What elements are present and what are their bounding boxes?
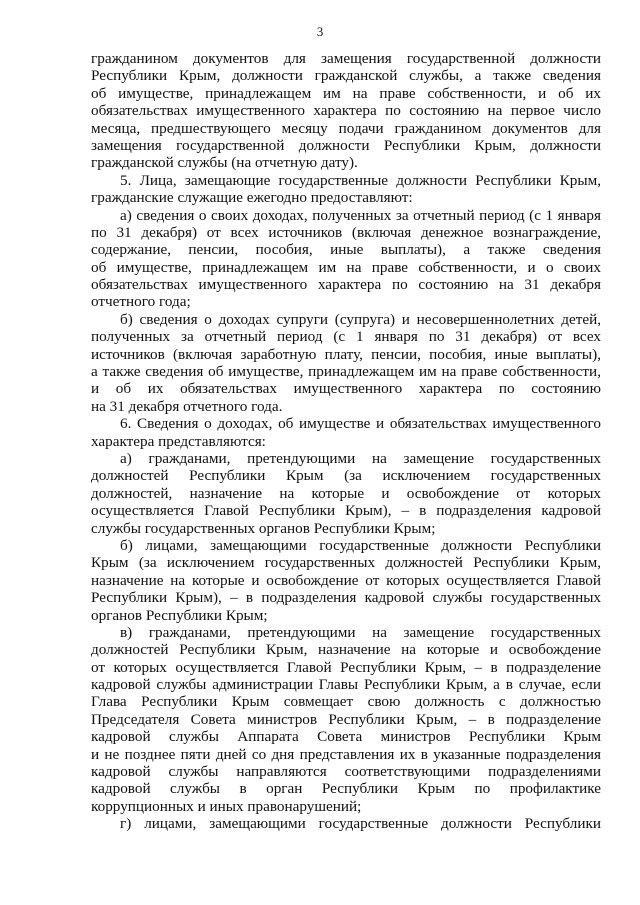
text-line: 5. Лица, замещающие государственные должности Республики Крым, xyxy=(120,171,601,189)
text-line: органов Республики Крым; xyxy=(91,606,268,624)
text-line: должностей Республики Крым (за исключением государственных xyxy=(91,467,601,485)
text-line: б) сведения о доходах супруги (супруга) и несовершеннолетних детей, xyxy=(120,310,601,328)
text-line: службы государственных органов Республики Крым; xyxy=(91,519,436,537)
text-line: Республики Крым), – в подразделения кадровой службы государственных xyxy=(91,589,601,607)
text-line: и об их обязательствах имущественного характера по состоянию xyxy=(91,380,601,398)
document-body xyxy=(91,50,601,833)
text-line: отчетного года; xyxy=(91,293,191,311)
text-line: кадровой службы в орган Республики Крым по профилактике xyxy=(91,780,601,798)
page-number: 3 xyxy=(316,24,324,39)
text-line: а) гражданами, претендующими на замещение государственных xyxy=(120,449,601,467)
text-line: должностей, назначение на которые и освобождение от которых xyxy=(91,484,601,502)
text-line: кадровой службы направляются соответствующими подразделениями xyxy=(91,763,601,781)
text-line: кадровой службы Аппарата Совета министров Республики Крым xyxy=(91,728,601,746)
text-line: коррупционных и иных правонарушений; xyxy=(91,797,362,815)
text-line: а) сведения о своих доходах, полученных за отчетный период (с 1 января xyxy=(120,206,601,224)
text-line: характера представляются: xyxy=(91,432,266,450)
text-line: Председателя Совета министров Республики Крым, – в подразделение xyxy=(91,710,601,728)
text-line: в) гражданами, претендующими на замещение государственных xyxy=(120,623,601,641)
text-line: замещения государственной должности Республики Крым, должности xyxy=(91,136,601,154)
text-line: об имуществе, принадлежащем им на праве собственности, и об их xyxy=(91,84,601,102)
text-line: источников (включая заработную плату, пенсии, пособия, иные выплаты), xyxy=(91,345,601,363)
text-line: Крым (за исключением государственных должностей Республики Крым, xyxy=(91,554,601,572)
text-line: гражданские служащие ежегодно предоставляют: xyxy=(91,189,413,207)
text-line: Республики Крым, должности гражданской службы, а также сведения xyxy=(91,67,601,85)
text-line: 6. Сведения о доходах, об имуществе и обязательствах имущественного xyxy=(120,415,601,433)
text-line: полученных за отчетный период (с 1 января по 31 декабря) от всех xyxy=(91,328,601,346)
text-line: должностей Республики Крым, назначение на которые и освобождение xyxy=(91,641,601,659)
text-line: обязательствах имущественного характера по состоянию на 31 декабря xyxy=(91,276,601,294)
text-line: на 31 декабря отчетного года. xyxy=(91,397,283,415)
text-line: г) лицами, замещающими государственные должности Республики xyxy=(120,815,601,833)
text-line: об имуществе, принадлежащем им на праве собственности, и о своих xyxy=(91,258,601,276)
text-line: а также сведения об имуществе, принадлежащем им на праве собственности, xyxy=(91,363,601,381)
text-line: гражданской службы (на отчетную дату). xyxy=(91,154,358,172)
text-line: содержание, пенсии, пособия, иные выплаты), а также сведения xyxy=(91,241,601,259)
text-line: обязательствах имущественного характера по состоянию на первое число xyxy=(91,102,601,120)
text-line: кадровой службы администрации Главы Республики Крым, а в случае, если xyxy=(91,676,601,694)
text-line: назначение на которые и освобождение от которых осуществляется Главой xyxy=(91,571,601,589)
text-line: месяца, предшествующего месяцу подачи гражданином документов для xyxy=(91,119,601,137)
text-line: б) лицами, замещающими государственные должности Республики xyxy=(120,536,601,554)
text-line: по 31 декабря) от всех источников (включая денежное вознаграждение, xyxy=(91,223,601,241)
text-line: осуществляется Главой Республики Крым), – в подразделения кадровой xyxy=(91,502,601,520)
text-line: и не позднее пяти дней со дня представления их в указанные подразделения xyxy=(91,745,601,763)
text-line: гражданином документов для замещения государственной должности xyxy=(91,50,601,67)
text-line: Глава Республики Крым совмещает свою должность с должностью xyxy=(91,693,601,711)
text-line: от которых осуществляется Главой Республики Крым, – в подразделение xyxy=(91,658,601,676)
